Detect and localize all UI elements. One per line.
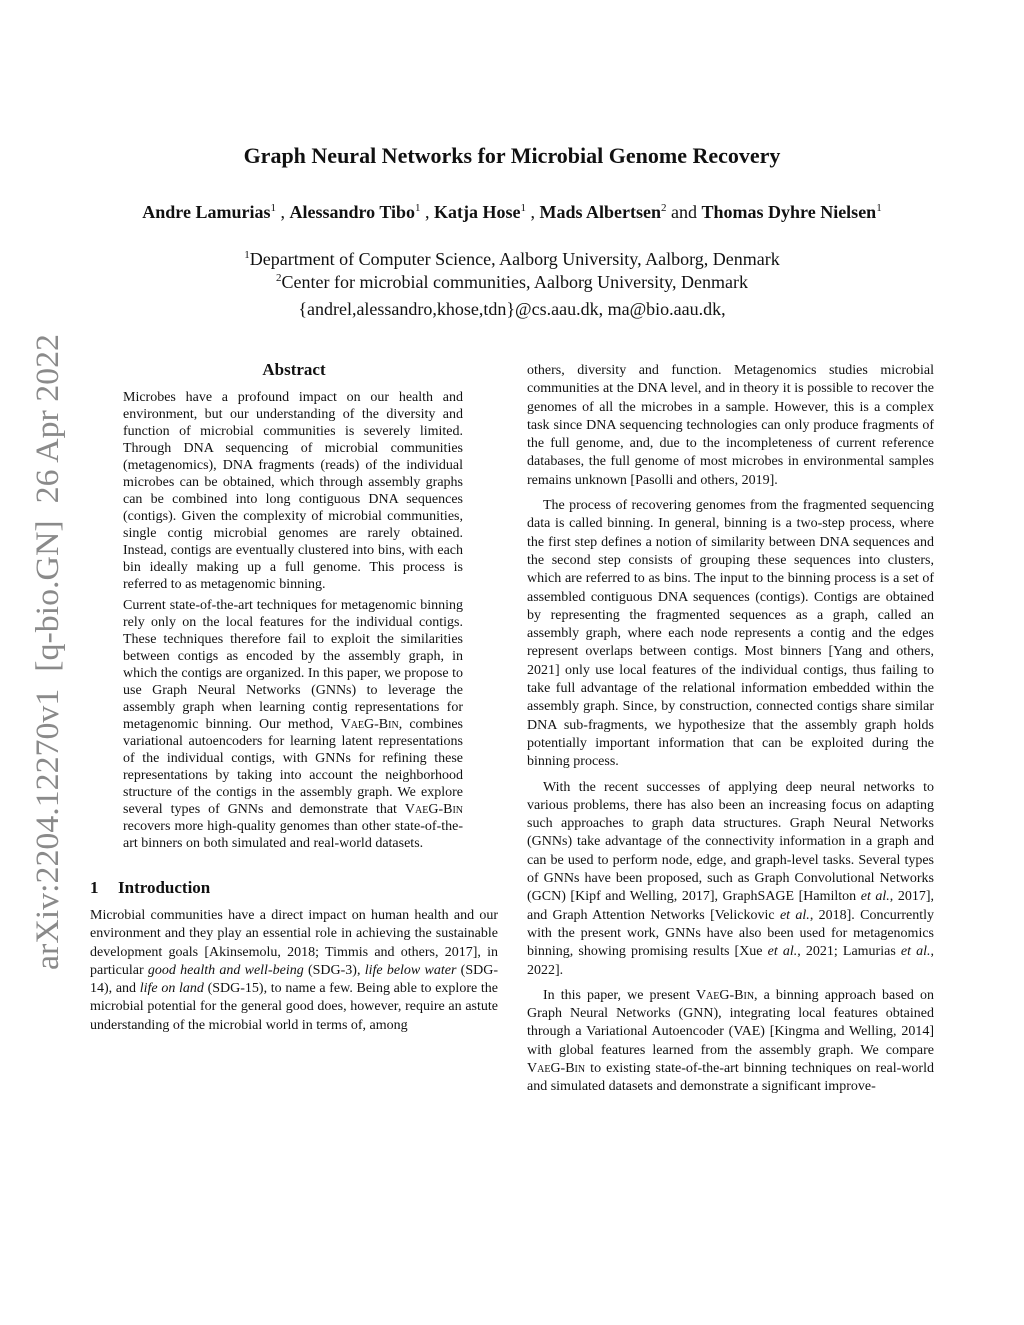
section-number: 1: [90, 878, 99, 897]
author-name: Mads Albertsen: [539, 202, 662, 222]
author-separator: ,: [526, 202, 540, 222]
affiliation-marker: 2: [661, 202, 667, 214]
abstract-paragraph: Microbes have a profound impact on our health and environment, but our understanding of the diversity and function of microbial communities is severely limited. Through DNA sequencing of microbial communities (metagenomics), DNA fragments (reads) of the individual microbes can be obtained, which through assembly graphs can be combined into long contiguous DNA sequences (contigs). Given the complexity of microbial communities, single contig microbial genomes are rarely obtained. Instead, contigs are eventually clustered into bins, with each bin ideally making up a full genome. This process is referred to as metagenomic binning.: [123, 390, 463, 592]
introduction-body-left: [90, 907, 498, 1035]
author-emails: {andrel,alessandro,khose,tdn}@cs.aau.dk, ma@bio.aau.dk,: [298, 299, 726, 319]
author-name: Alessandro Tibo: [289, 202, 416, 222]
right-column: [527, 362, 934, 1097]
affiliation-1: [0, 249, 1024, 270]
author-separator: and: [666, 202, 702, 222]
author-list: [112, 197, 912, 224]
method-name: VaeG-Bin: [695, 987, 755, 1003]
body-paragraph: The process of recovering genomes from the fragmented sequencing data is called binning. In general, binning is a two-step process, where the first step defines a notion of similarity between DNA sequences and the second step consists of grouping these sequences into clusters, which are referred to as bins. The input to the binning process is a set of assembled contiguous DNA sequences (contigs). Contigs are obtained by representing the fragmented sequences as a graph, called an assembly graph, where each node represents a contig and the edges represent overlaps between contigs. Most binners [Yang and others, 2021] only use local features of the individual contigs, thus failing to take full advantage of the relational information embedded within the assembly graph. Since, by construction, connected contigs share similar DNA sub-fragments, we hypothesize that the assembly graph holds potentially important information that can be exploited during the binning process.: [527, 498, 934, 770]
affiliation-marker: 1: [520, 202, 527, 214]
arxiv-identifier-stamp: [20, 330, 72, 970]
affiliation-marker: 1: [270, 202, 276, 214]
section-heading-introduction: [90, 878, 498, 898]
body-paragraph: Microbial communities have a direct impact on human health and our environment and they play an essential role in achieving the sustainable development goals [Akinsemolu, 2018; Timmis and others, 2017], in particular good health and well-being (SDG-3), life below water (SDG-14), and life on land (SDG-15), to name a few. Being able to explore the microbial potential for the general good does, however, require an astute understanding of the microbial world in terms of, among: [90, 908, 498, 1033]
affiliation-text: Department of Computer Science, Aalborg University, Aalborg, Denmark: [249, 249, 780, 269]
section-title: Introduction: [118, 878, 211, 897]
affiliation-marker: 1: [244, 249, 250, 261]
abstract-paragraph: Current state-of-the-art techniques for metagenomic binning rely only on the local features for the individual contigs. These techniques therefore fail to exploit the similarities between contigs as encoded by the assembly graph, in which the contigs are organized. In this paper, we propose to use Graph Neural Networks (GNNs) to leverage the assembly graph when learning contig representations for metagenomic binning. Our method, VaeG-Bin, combines variational autoencoders for learning latent representations of the individual contigs, with GNNs for refining these representations by taking into account the neighborhood structure of the contigs in the assembly graph. We explore several types of GNNs and demonstrate that VaeG-Bin recovers more high-quality genomes than other state-of-the-art binners on both simulated and real-world datasets.: [123, 598, 463, 851]
paper-title: Graph Neural Networks for Microbial Genome Recovery: [243, 143, 781, 168]
author-name: Andre Lamurias: [142, 202, 271, 222]
author-separator: ,: [275, 202, 290, 222]
method-name: VaeG-Bin: [340, 717, 399, 732]
abstract: [123, 389, 463, 852]
body-paragraph: others, diversity and function. Metagenomics studies microbial communities at the DNA level, and in theory it is possible to recover the genomes of all the microbes in a sample. However, this is a complex task since DNA sequencing technologies can only produce fragments of the full genome, and, due to the incompleteness of current reference databases, the full genome of most microbes in environmental samples remains unknown [Pasolli and others, 2019].: [527, 363, 934, 488]
left-column: [90, 360, 498, 1035]
method-name: VaeG-Bin: [527, 1060, 586, 1076]
author-separator: ,: [420, 202, 435, 222]
author-name: Katja Hose: [434, 202, 521, 222]
affiliation-marker: 1: [415, 202, 421, 214]
affiliation-marker: 1: [876, 202, 882, 214]
affiliation-2: [0, 272, 1024, 293]
arxiv-identifier-text: arXiv:2204.12270v1 [q-bio.GN] 26 Apr 2022: [30, 350, 66, 970]
body-paragraph: In this paper, we present VaeG-Bin, a binning approach based on Graph Neural Networks (GNN), integrating local features obtained through a Variational Autoencoder (VAE) [Kingma and Welling, 2014] with global features learned from the assembly graph. We compare VaeG-Bin to existing state-of-the-art binning techniques on real-world and simulated datasets and demonstrate a significant improve-: [527, 987, 934, 1095]
author-name: Thomas Dyhre Nielsen: [701, 202, 877, 222]
affiliation-marker: 2: [276, 272, 282, 284]
method-name: VaeG-Bin: [404, 802, 463, 817]
body-paragraph: With the recent successes of applying deep neural networks to various problems, there has also been an increasing focus on adapting such approaches to graph data structures. Graph Neural Networks (GNNs) take advantage of the connectivity information in a graph and can be used to perform node, edge, and graph-level tasks. Several types of GNNs have been proposed, such as Graph Convolutional Networks (GCN) [Kipf and Welling, 2017], GraphSAGE [Hamilton et al., 2017], and Graph Attention Networks [Velickovic et al., 2018]. Concurrently with the present work, GNNs have also been used for metagenomics binning, showing promising results [Xue et al., 2021; Lamurias et al., 2022].: [527, 779, 935, 978]
abstract-heading: Abstract: [262, 360, 326, 379]
affiliation-text: Center for microbial communities, Aalborg University, Denmark: [281, 272, 748, 292]
